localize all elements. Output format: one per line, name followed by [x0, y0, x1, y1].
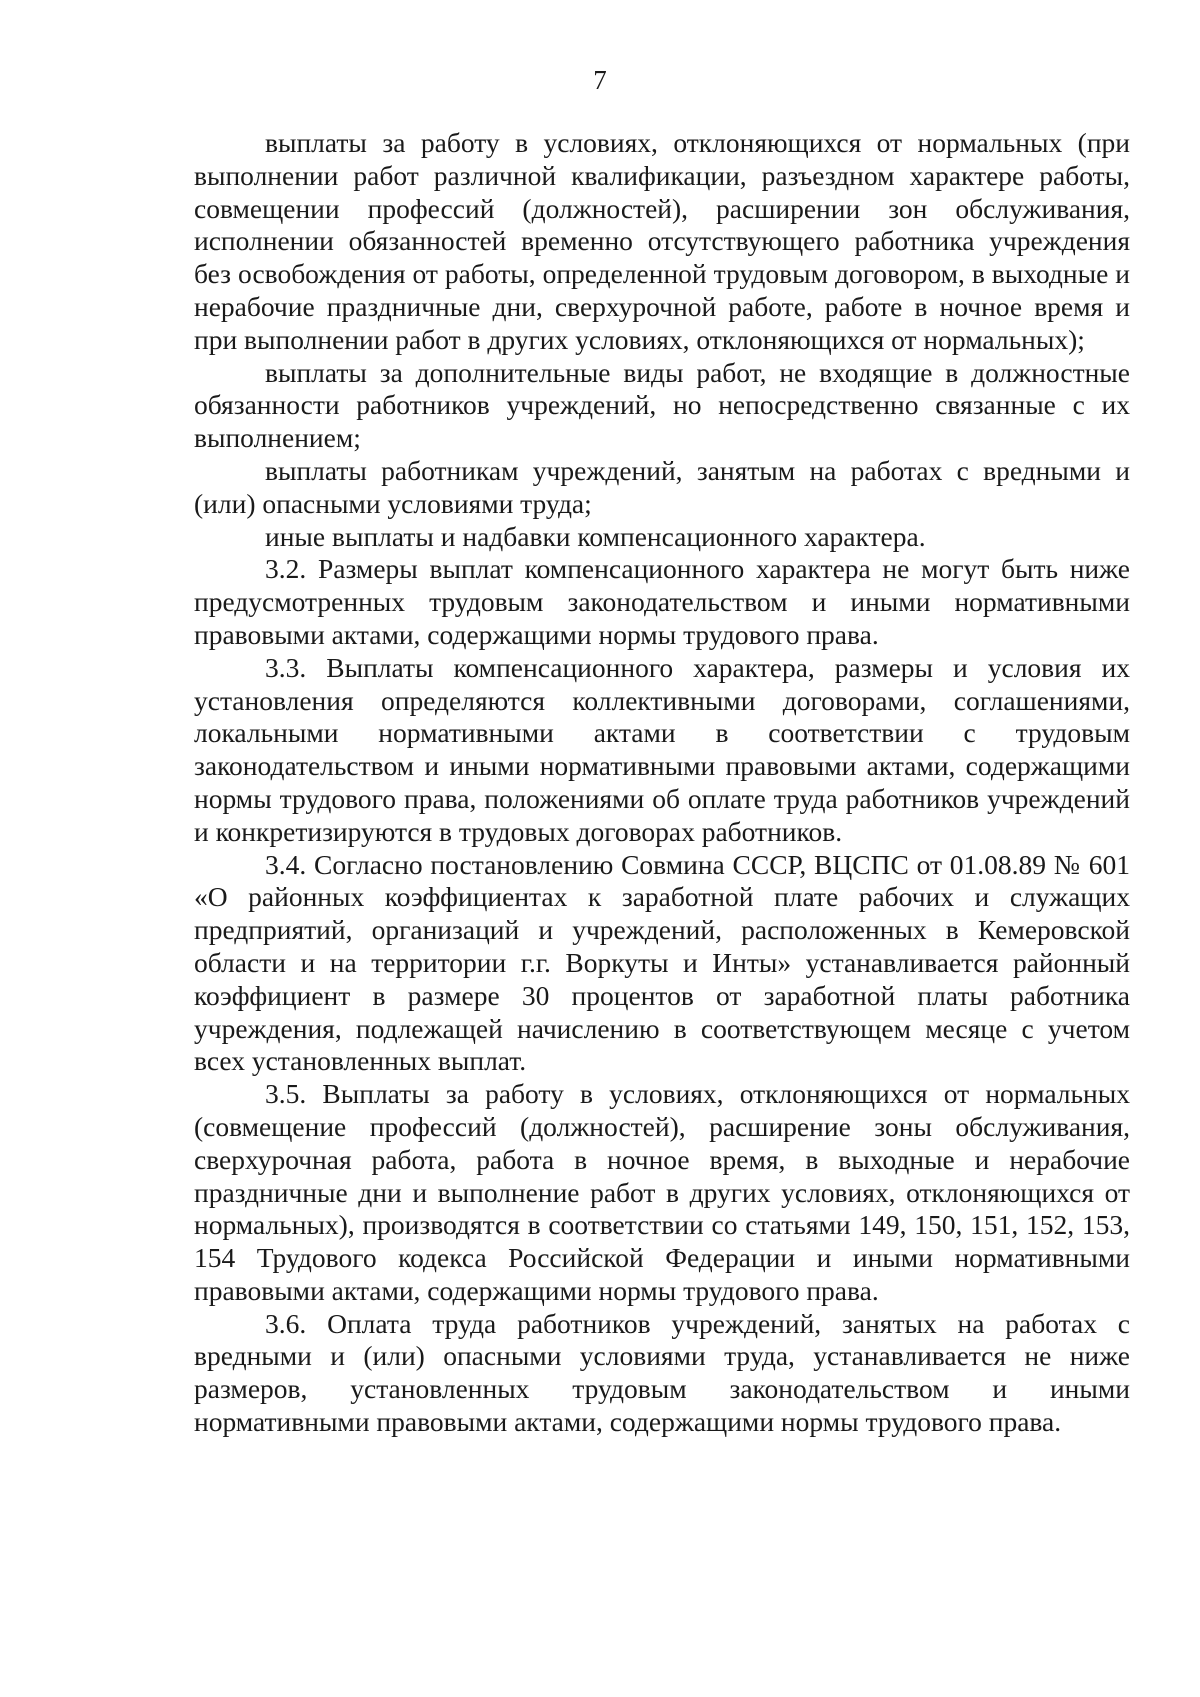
paragraph-compensation-additional-work: выплаты за дополнительные виды работ, не входящие в должностные обязанности работников учреждений, но непосредственно связанные с их выполнением; [194, 356, 1130, 454]
paragraph-other-payments: иные выплаты и надбавки компенсационного характера. [265, 520, 926, 552]
paragraph-3-4: 3.4. Согласно постановлению Совмина СССР, ВЦСПС от 01.08.89 № 601 «О районных коэффициентах к заработной плате рабочих и служащих предприятий, организаций и учреждений, расположенных в Кемеровской области и на территории г.г. Воркуты и Инты» устанавливается районный коэффициент в размере 30 процентов от заработной платы работника учреждения, подлежащей начислению в соответствующем месяце с учетом всех установленных выплат. [194, 848, 1130, 1077]
paragraph-3-3: 3.3. Выплаты компенсационного характера, размеры и условия их установления определяются коллективными договорами, соглашениями, локальными нормативными актами в соответствии с трудовым законодательством и иными нормативными правовыми актами, содержащими нормы трудового права, положениями об оплате труда работников учреждений и конкретизируются в трудовых договорах работников. [194, 651, 1130, 847]
page-number: 7 [593, 65, 607, 95]
paragraph-compensation-hazardous-work: выплаты работникам учреждений, занятым на работах с вредными и (или) опасными условиями труда; [194, 454, 1130, 519]
paragraph-compensation-abnormal-conditions: выплаты за работу в условиях, отклоняющихся от нормальных (при выполнении работ различной квалификации, разъездном характере работы, совмещении профессий (должностей), расширении зон обслуживания, исполнении обязанностей временно отсутствующего работника учреждения без освобождения от работы, определенной трудовым договором, в выходные и нерабочие праздничные дни, сверхурочной работе, работе в ночное время и при выполнении работ в других условиях, отклоняющихся от нормальных); [194, 127, 1130, 355]
paragraph-3-6: 3.6. Оплата труда работников учреждений, занятых на работах с вредными и (или) опасными условиями труда, устанавливается не ниже размеров, установленных трудовым законодательством и иными нормативными правовыми актами, содержащими нормы трудового права. [194, 1307, 1130, 1438]
paragraph-3-5: 3.5. Выплаты за работу в условиях, отклоняющихся от нормальных (совмещение профессий (должностей), расширение зоны обслуживания, сверхурочная работа, работа в ночное время, в выходные и нерабочие праздничные дни и выполнение работ в других условиях, отклоняющихся от нормальных), производятся в соответствии со статьями 149, 150, 151, 152, 153, 154 Трудового кодекса Российской Федерации и иными нормативными правовыми актами, содержащими нормы трудового права. [194, 1078, 1130, 1306]
document-body [194, 127, 1130, 1439]
paragraph-3-2: 3.2. Размеры выплат компенсационного характера не могут быть ниже предусмотренных трудовым законодательством и иными нормативными правовыми актами, содержащими нормы трудового права. [194, 553, 1130, 650]
